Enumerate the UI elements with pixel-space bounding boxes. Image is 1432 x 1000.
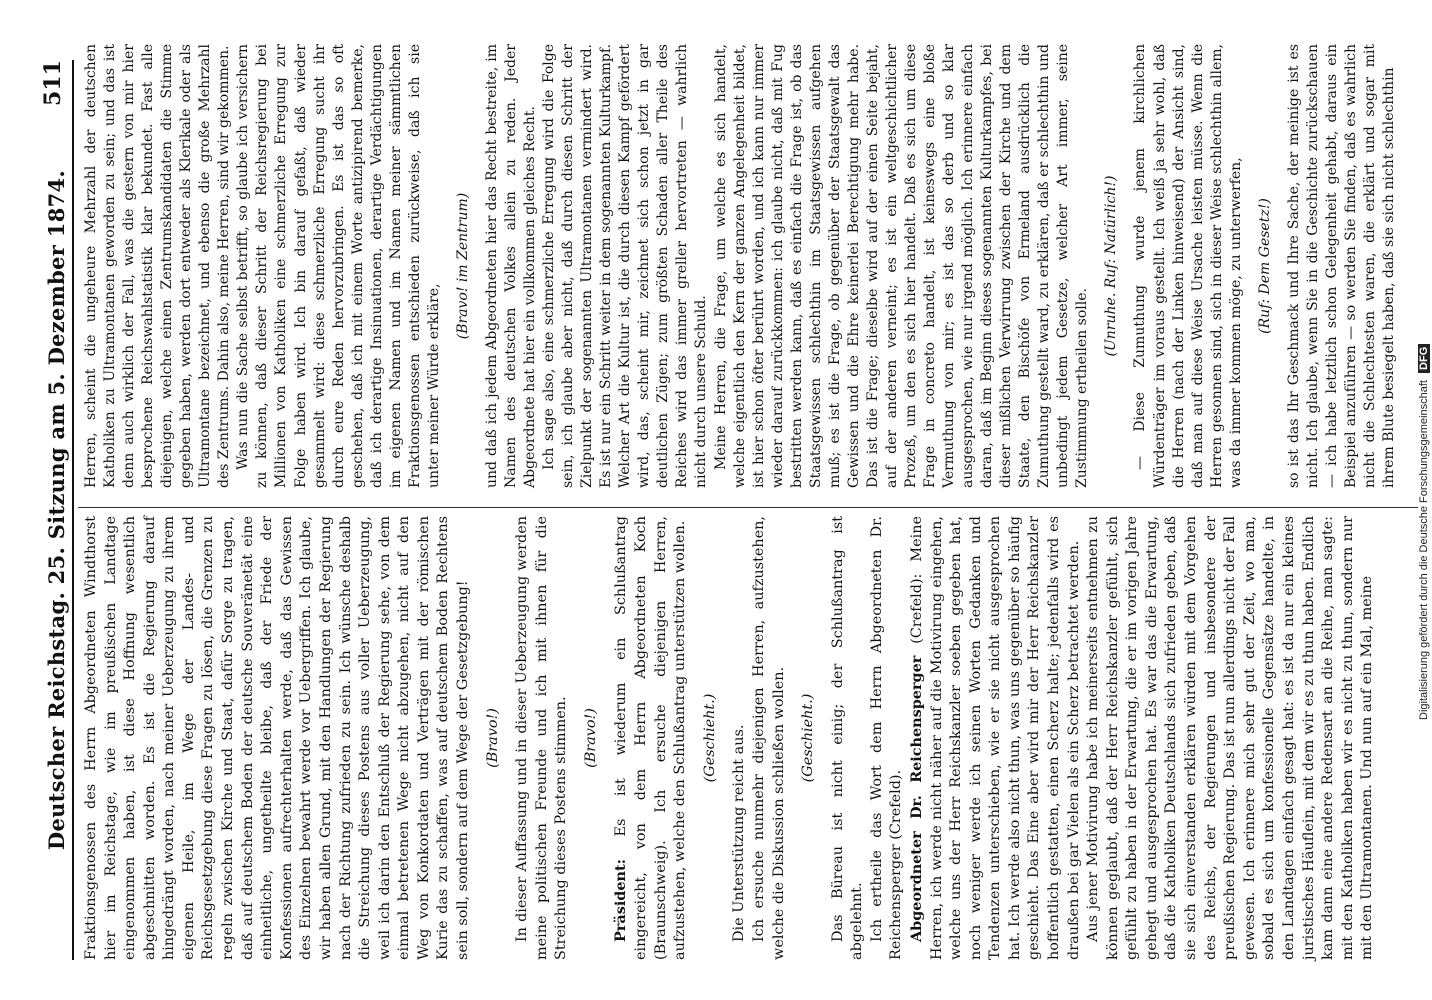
right-column bbox=[82, 44, 1399, 488]
stage-direction: (Geschieht.) bbox=[800, 693, 817, 783]
paragraph: Meine Herren, die Frage, um welche es sich handelt, welche eigentlich den Kern der ganzen Angelegenheit bildet, ist hier schon öfter berührt worden, und ich kann nur immer wieder darauf zurückkommen: ich glaube nicht, daß mit Fug bestritten werden kann, daß es einfach die Frage ist, ob das Staatsgewissen schlechthin im Staatsgewissen aufgehen muß; es ist die Frage, ob gegenüber der Staatsgewalt das Gewissen und die Ehre keinerlei Berechtigung mehr habe. Das ist die Frage; dieselbe wird auf der einen Seite bejaht, auf der anderen verneint; es ist ein weltgeschichtlicher Prozeß, um den es sich hier handelt. Daß es sich um diese Frage in concreto handelt, ist keineswegs eine bloße Vermuthung von mir; es ist das so derb und so klar ausgesprochen, wie nur irgend möglich. Ich erinnere einfach daran, daß im Beginn dieses sogenannten Kulturkampfes, bei dieser mißlichen Verwirrung zwischen der Kirche und dem Staate, den Bischöfe von Ermeland ausdrücklich die Zumuthung gestellt ward, zu erklären, daß er schlechthin und unbedingt jedem Gesetze, welcher Art immer, seine Zustimmung ertheilen solle. bbox=[712, 44, 1091, 488]
header-rule bbox=[72, 60, 74, 960]
digitization-credit bbox=[1418, 300, 1432, 720]
stage-direction: (Ruf: Dem Gesetz!) bbox=[1256, 198, 1273, 334]
paragraph bbox=[907, 516, 1084, 960]
page-header bbox=[40, 60, 70, 960]
paragraph: In dieser Auffassung und in dieser Ueberzeugung werden meine politischen Freunde und ich mit ihnen für die Streichung dieses Postens stimmen. bbox=[514, 516, 570, 960]
paragraph: Herren, scheint die ungeheure Mehrzahl der deutschen Katholiken zu Ultramontanen geworden zu sein; und das ist denn auch wirklich der Fall, was die gestern von mir hier besprochene Reichswahlstatistik klar bekundet. Fast alle diejenigen, welche einen Zentrumskandidaten die Stimme gegeben haben, werden dort entweder als Klerikale oder als Ultramontane bezeichnet, und ebenso die große Mehrzahl des Zentrums. Dahin also, meine Herren, sind wir gekommen. bbox=[83, 44, 233, 488]
paragraph: so ist das Ihr Geschmack und Ihre Sache, der meinige ist es nicht. Ich glaube, wenn Sie in die Geschichte zurückschauen — ich habe letztlich schon Gelegenheit gehabt, daraus ein Beispiel anzuführen — so werden Sie finden, daß es wahrlich nicht die Schlechtesten waren, die erklärt und sogar mit ihrem Blute besiegelt haben, daß sie sich nicht schlechthin bbox=[1285, 44, 1398, 488]
paragraph: Die Unterstützung reicht aus. bbox=[731, 724, 748, 942]
stage-direction: (Bravo! im Zentrum) bbox=[454, 192, 471, 340]
paragraph: Ich sage also, eine schmerzliche Erregung wird die Folge sein, ich glaube aber nicht, daß durch diesen Schritt der Zielpunkt der sogenannten Ultramontanen vermindert wird. Es ist nur ein Schritt weiter in dem sogenannten Kulturkampf. Welcher Art die Kultur ist, die durch diesen Kampf gefördert wird, das, scheint mir, zeichnet sich schon jetzt in gar deutlichen Zügen; zum größten Schaden aller Theile des Reiches wird das immer greller hervortreten — wahrlich nicht durch unsere Schuld. bbox=[541, 44, 710, 488]
speech-text: (Crefeld): Meine Herren, ich werde nicht näher auf die Motivirung eingehen, welche uns der Herr Reichskanzler soeben gegeben hat, noch weniger werde ich seinen Worten Gedanken und Tendenzen unterschieben, wie er sie nicht ausgesprochen hat. Ich werde also nicht thun, was uns gegenüber so häufig geschieht. Das Eine aber wird mir der Herr Reichskanzler hoffentlich gestatten, einen Scherz halte; jedenfalls wird es draußen bei gar Vielen als ein Scherz betrachtet werden. bbox=[908, 516, 1082, 960]
stage-direction: (Bravo!) bbox=[582, 708, 599, 768]
stage-direction: (Bravo!) bbox=[484, 708, 501, 768]
stage-direction: (Unruhe. Ruf: Natürlich!) bbox=[1103, 175, 1120, 357]
dfg-logo: DFG bbox=[1418, 344, 1430, 373]
paragraph: Fraktionsgenossen des Herrn Abgeordneten Windthorst hier im Reichstage, wie im preußischen Landtage eingenommen haben, ist diese Hoffnung wesentlich abgeschnitten worden. Es ist die Regierung darauf hingedrängt worden, nach meiner Ueberzeugung zu ihrem eigenen Heile, im Wege der Landes- und Reichsgesetzgebung diese Fragen zu lösen, die Grenzen zu regeln zwischen Kirche und Staat, dafür Sorge zu tragen, daß auf deutschem Boden der deutsche Souveränetät eine einheitliche, ungetheilte bleibe, daß der Friede der Konfessionen aufrechterhalten werde, daß das Gewissen des Einzelnen bewahrt werde vor Uebergriffen. Ich glaube, wir haben allen Grund, mit den Handlungen der Regierung nach der Richtung zufrieden zu sein. Ich wünsche deshalb die Streichung dieses Postens aus voller Ueberzeugung, weil ich darin den Entschluß der Regierung sehe, von dem einmal betretenen Wege nicht abzugehen, nicht auf den Weg von Konkordaten und Verträgen mit der römischen Kurie das zu schaffen, was auf deutschem Boden Rechtens sein soll, sondern auf dem Wege der Gesetzgebung! bbox=[83, 516, 471, 960]
speech-text: Es ist wiederum ein Schlußantrag eingereicht, von dem Herrn Abgeordneten Koch (Braunschweig). Ich ersuche diejenigen Herren, aufzustehen, welche den Schlußantrag unterstützen wollen. bbox=[613, 516, 689, 960]
speaker-name: Abgeordneter Dr. Reichensperger bbox=[907, 655, 925, 942]
column-divider bbox=[78, 507, 1418, 508]
digitization-note: Digitalisierung gefördert durch die Deutsche Forschungsgemeinschaft bbox=[1418, 380, 1430, 720]
stage-direction: (Geschieht.) bbox=[701, 693, 718, 783]
paragraph: und daß ich jedem Abgeordneten hier das Recht bestreite, im Namen des deutschen Volkes allein zu reden. Jeder Abgeordnete hat hier ein vollkommen gleiches Recht. bbox=[483, 44, 539, 488]
speaker-name: Präsident: bbox=[612, 859, 630, 942]
paragraph: — Diese Zumuthung wurde jenem kirchlichen Würdenträger im voraus gestellt. Ich weiß ja sehr wohl, daß die Herren (nach der Linken hinweisend) der Ansicht sind, daß man auf diese Weise Ursache leisten müsse. Wenn die Herren gesonnen sind, sich in dieser Weise schlechthin allem, was da immer kommen möge, zu unterwerfen, bbox=[1132, 44, 1244, 488]
paragraph: Ich ertheile das Wort dem Herrn Abgeordneten Dr. Reichensperger (Crefeld). bbox=[868, 516, 905, 960]
page-number: 511 bbox=[40, 60, 66, 106]
paragraph: Aus jener Motivirung habe ich meinerseits entnehmen zu können geglaubt, daß der Herr Reichskanzler gefühlt, sich gefühlt zu haben in der Erwartung, die er im vorigen Jahre gehegt und ausgesprochen hat. Es war das die Erwartung, daß die Katholiken Deutschlands sich zufrieden geben, daß sie sich einverstanden erklären würden mit dem Vorgehen des Reichs, der Regierungen und insbesondere der preußischen Regierung. Das ist nun allerdings nicht der Fall gewesen. Ich erinnere mich sehr gut der Zeit, wo man, sobald es sich um konfessionelle Gegensätze handelte, in den Landtagen einfach gesagt hat: es ist da nur ein kleines juristisches Häuflein, mit dem wir es zu thun haben. Endlich kam dann eine andere Redensart an die Reihe, man sagte: mit den Katholiken haben wir es nicht zu thun, sondern nur mit den Ultramontanen. Und nun auf ein Mal, meine bbox=[1085, 516, 1376, 960]
left-column bbox=[82, 516, 1378, 960]
paragraph: Das Büreau ist nicht einig; der Schlußantrag ist abgelehnt. bbox=[829, 516, 866, 960]
paragraph bbox=[611, 516, 690, 960]
paragraph: Ich ersuche nunmehr diejenigen Herren, aufzustehen, welche die Diskussion schließen wollen. bbox=[750, 516, 787, 960]
running-head: Deutscher Reichstag. 25. Sitzung am 5. Dezember 1874. bbox=[44, 169, 69, 851]
paragraph: Was nun die Sache selbst betrifft, so glaube ich versichern zu können, daß dieser Schritt der Reichsregierung bei Millionen von Katholiken eine schmerzliche Erregung zur Folge haben wird. Ich bin darauf gefaßt, daß wieder gesammelt wird: diese schmerzliche Erregung sucht ihr durch eure Reden hervorzubringen. Es ist das so oft geschehen, daß ich mit einem Worte antizipirend bemerke, daß ich derartige Insinuationen, derartige Verdächtigungen im eigenen Namen und im Namen meiner sämmtlichen Fraktionsgenossen entschieden zurückweise, daß ich sie unter meiner Würde erkläre, bbox=[235, 44, 442, 488]
